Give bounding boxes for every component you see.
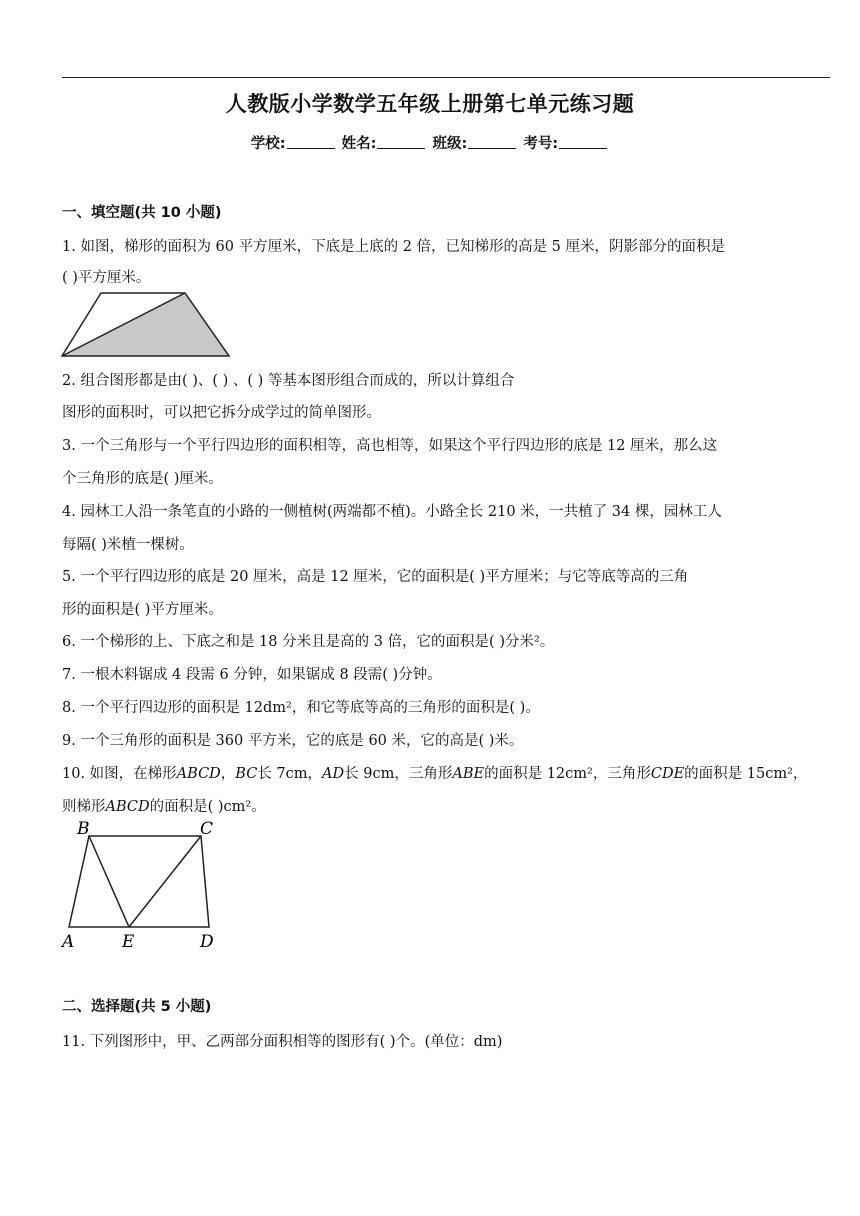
- q10-bc: BC: [235, 766, 258, 782]
- section-fill-in-title: 一、填空题(共 10 小题): [62, 205, 222, 221]
- q10-intro: 10. 如图，在梯形: [62, 766, 177, 782]
- question-7: 7. 一根木料锯成 4 段需 6 分钟，如果锯成 8 段需( )分钟。: [62, 667, 442, 683]
- question-4-line-1: 4. 园林工人沿一条笔直的小路的一侧植树(两端都不植)。小路全长 210 米，一共植了 34 棵，园林工人: [62, 504, 722, 520]
- label-d: D: [200, 932, 214, 952]
- q10-ad: AD: [322, 766, 345, 782]
- q10-end-text: 的面积是( )cm²。: [149, 799, 266, 815]
- segment-be: [89, 836, 129, 927]
- name-label: 姓名:: [341, 136, 377, 152]
- question-3-line-2: 个三角形的底是( )厘米。: [62, 471, 223, 487]
- q10-abcd: ABCD: [176, 766, 221, 782]
- label-e: E: [122, 932, 135, 952]
- question-1-line-2: ( )平方厘米。: [62, 270, 151, 286]
- question-4-line-2: 每隔( )米植一棵树。: [62, 537, 194, 553]
- label-a: A: [62, 932, 75, 952]
- shaded-triangle: [62, 293, 229, 356]
- q10-abcd-2: ABCD: [105, 799, 150, 815]
- school-blank[interactable]: [287, 135, 335, 149]
- label-c: C: [200, 819, 214, 839]
- student-info-row: [0, 132, 860, 153]
- class-label: 班级:: [432, 136, 468, 152]
- question-6: 6. 一个梯形的上、下底之和是 18 分米且是高的 3 倍，它的面积是( )分米²。: [62, 634, 555, 650]
- q10-cde-text: 的面积是 15cm²，: [684, 766, 808, 782]
- section-choice-title: 二、选择题(共 5 小题): [62, 999, 212, 1015]
- page-title: 人教版小学数学五年级上册第七单元练习题: [225, 92, 635, 116]
- segment-ec: [129, 836, 201, 927]
- question-11: 11. 下列图形中，甲、乙两部分面积相等的图形有( )个。(单位：dm): [62, 1034, 503, 1050]
- q10-then: 则梯形: [62, 799, 106, 815]
- class-blank[interactable]: [468, 135, 516, 149]
- trapezoid-figure-1: [60, 290, 232, 360]
- trapezoid-figure-abcd: [58, 816, 223, 952]
- school-label: 学校:: [250, 136, 286, 152]
- name-blank[interactable]: [377, 135, 425, 149]
- question-2-line-2: 图形的面积时，可以把它拆分成学过的简单图形。: [62, 405, 381, 421]
- q10-abe-text: 的面积是 12cm²，三角形: [484, 766, 651, 782]
- question-10-line-1: 10. 如图，在梯形ABCD，BC长 7cm，AD长 9cm，三角形ABE的面积是 12cm²，三角形CDE的面积是 15cm²，: [62, 766, 808, 782]
- top-rule: [62, 77, 830, 78]
- question-5-line-1: 5. 一个平行四边形的底是 20 厘米，高是 12 厘米，它的面积是( )平方厘米；与它等底等高的三角: [62, 569, 689, 585]
- question-5-line-2: 形的面积是( )平方厘米。: [62, 602, 223, 618]
- q10-bc-text: 长 7cm，: [257, 766, 323, 782]
- exam-number-blank[interactable]: [559, 135, 607, 149]
- label-b: B: [77, 819, 90, 839]
- question-2-line-1: 2. 组合图形都是由( )、( ) 、( ) 等基本图形组合而成的，所以计算组合: [62, 373, 515, 389]
- question-3-line-1: 3. 一个三角形与一个平行四边形的面积相等，高也相等，如果这个平行四边形的底是 12 厘米，那么这: [62, 438, 718, 454]
- q10-ad-text: 长 9cm，三角形: [344, 766, 453, 782]
- question-9: 9. 一个三角形的面积是 360 平方米，它的底是 60 米，它的高是( )米。: [62, 733, 524, 749]
- exam-number-label: 考号:: [523, 136, 559, 152]
- question-8: 8. 一个平行四边形的面积是 12dm²，和它等底等高的三角形的面积是( )。: [62, 700, 540, 716]
- question-10-line-2: [62, 797, 266, 817]
- q10-cde: CDE: [650, 766, 685, 782]
- q10-abe: ABE: [452, 766, 485, 782]
- question-1-line-1: 1. 如图，梯形的面积为 60 平方厘米，下底是上底的 2 倍，已知梯形的高是 5 厘米，阴影部分的面积是: [62, 239, 725, 255]
